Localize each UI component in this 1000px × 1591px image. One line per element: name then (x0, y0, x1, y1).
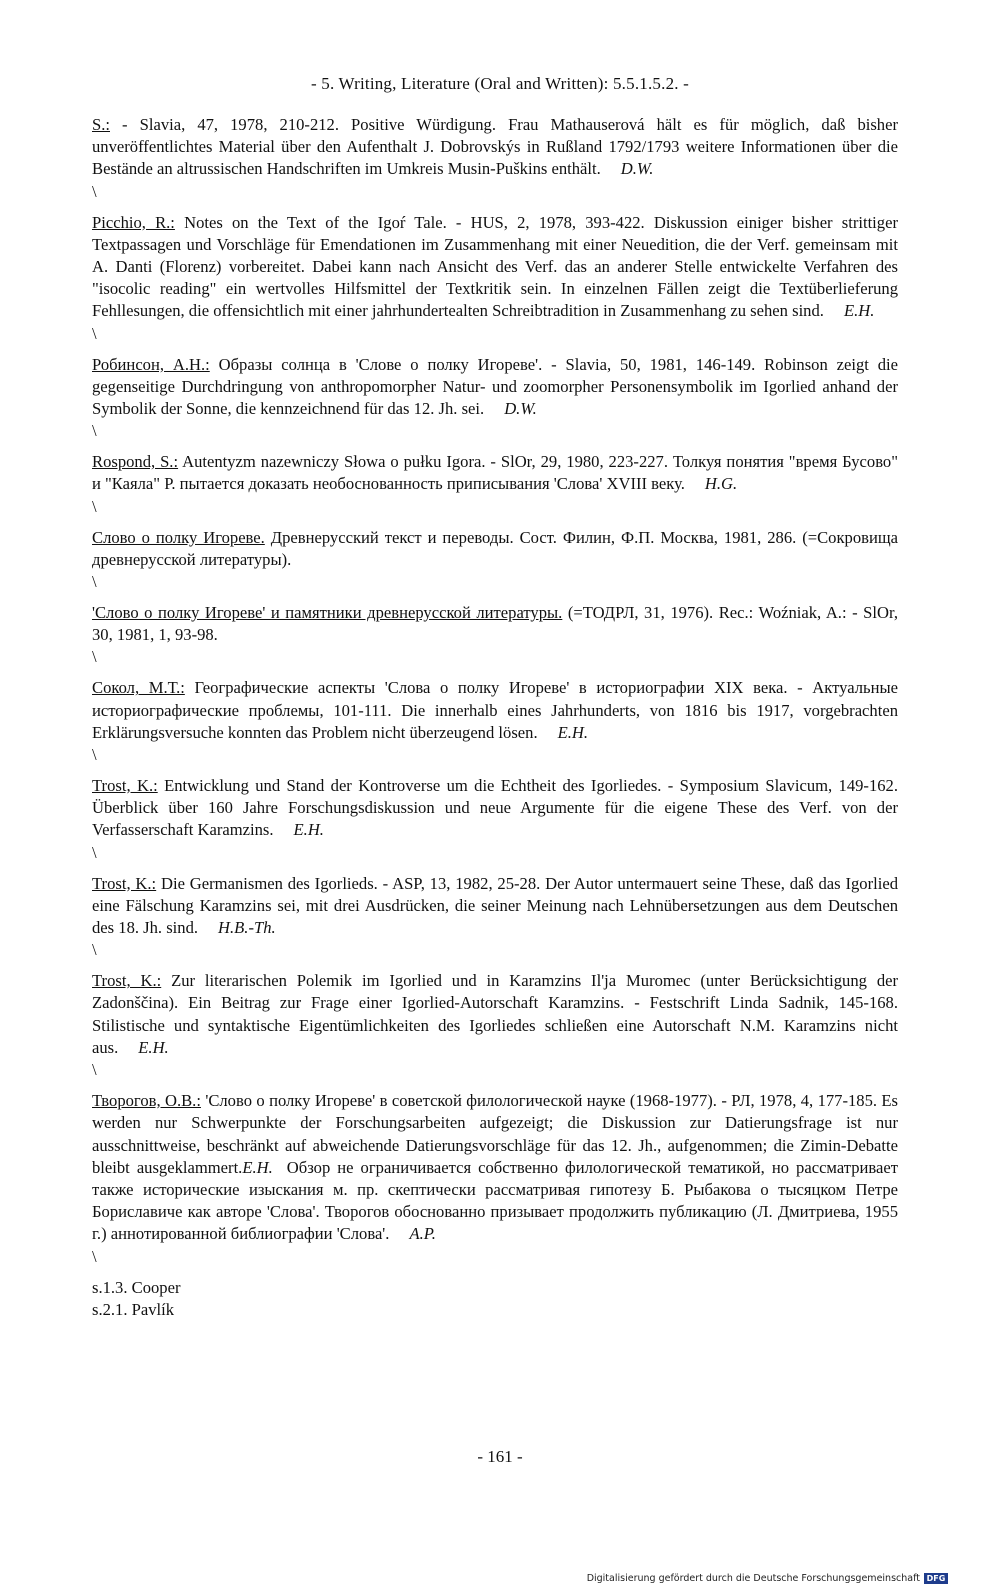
entry-text (92, 114, 898, 181)
entry-text (92, 677, 898, 744)
bib-entry (92, 1090, 898, 1266)
entry-separator: \ (92, 421, 97, 441)
entry-author: Rospond, S.: (92, 452, 179, 472)
entry-author: 'Слово о полку Игореве' и памятники древнерусской литературы. (92, 603, 563, 623)
reviewer-initials: H.G. (704, 474, 738, 494)
entry-author: Робинсон, А.Н.: (92, 354, 210, 374)
entry-separator: \ (92, 323, 97, 343)
entry-text (92, 602, 898, 646)
entry-description: Образы солнца в 'Слове о полку Игореве'. - Slavia, 50, 1981, 146-149. Robinson zeigt die gegenseitige Durchdringung von anthropomorpher Natur- und zoomorpher Personensymbolik im Igorlied anhand der Symbolik der Sonne, die kennzeichnend für das 12. Jh. sei. (92, 354, 898, 419)
bibliography-body (92, 114, 898, 1321)
page-number: - 161 - (477, 1447, 523, 1466)
reviewer-initials: D.W. (620, 159, 654, 179)
bib-entry (92, 114, 898, 202)
entry-description: Entwicklung und Stand der Kontroverse um die Echtheit des Igorliedes. - Symposium Slavicum, 149-162. Überblick über 160 Jahre Forschungsdiskussion und neue Argumente für die eigene These des Verf. von der Verfasserschaft Karamzins. (92, 776, 898, 840)
entry-review-text: Обзор не ограничивается собственно филологической тематикой, но рассматривает также исторические изыскания м. пр. скептически рассматривая гипотезу Б. Рыбакова о тысяцком Петре Бориславиче как авторе 'Слова'. Творогов обоснованно призывает продолжить публикацию (Л. Дмитриева, 1955 г.) аннотированной библиографии 'Слова'. (92, 1157, 898, 1244)
bib-entry (92, 354, 898, 442)
entry-separator: \ (92, 1060, 97, 1080)
bib-entry (92, 527, 898, 592)
entry-description: Die Germanismen des Igorlieds. - ASP, 13, 1982, 25-28. Der Autor untermauert seine These, daß das Igorlied eine Fälschung Karamzins sei, mit drei Ausdrücken, die seiner Meinung nach Lehnübersetzungen aus dem Deutschen des 18. Jh. sind. (92, 873, 898, 938)
bib-entry (92, 677, 898, 765)
running-head: - 5. Writing, Literature (Oral and Written): 5.5.1.5.2. - (310, 74, 690, 93)
reviewer-initials: E.H. (557, 722, 589, 742)
entry-author: S.: (92, 115, 110, 134)
entry-text (92, 775, 898, 842)
entry-description: (=ТОДРЛ, 31, 1976). Rec.: Woźniak, A.: - SlOr, 30, 1981, 1, 93-98. (92, 603, 898, 645)
cross-reference: s.1.3. Cooper (92, 1277, 181, 1297)
entry-author: Творогов, О.В.: (92, 1091, 201, 1111)
entry-description: Zur literarischen Polemik im Igorlied und in Karamzins Il'ja Muromec (unter Berücksichtigung der Zadonščina). Ein Beitrag zur Frage einer Igorlied-Autorschaft Karamzins. - Festschrift Linda Sadnik, 145-168. Stilistische und syntaktische Eigentümlichkeiten des Igorliedes schließen eine Autorschaft N.M. Karamzins nicht aus. (92, 971, 899, 1057)
entry-author: Trost, K.: (92, 971, 162, 991)
entry-separator: \ (92, 1246, 97, 1266)
reviewer-initials: E.H. (843, 301, 875, 321)
credit-text: Digitalisierung gefördert durch die Deutsche Forschungsgemeinschaft (586, 1573, 920, 1584)
reviewer-initials: E.H. (293, 820, 324, 840)
entry-separator: \ (92, 647, 97, 667)
entry-text (92, 1090, 898, 1245)
bib-entry (92, 970, 898, 1080)
digitization-credit (587, 1573, 948, 1584)
bib-entry (92, 451, 898, 516)
entry-author: Слово о полку Игореве. (92, 527, 265, 547)
entry-separator: \ (92, 572, 97, 592)
bib-entry (92, 775, 898, 863)
entry-text (92, 354, 898, 421)
entry-text (92, 873, 898, 940)
entry-separator: \ (92, 496, 97, 516)
entry-text (92, 212, 898, 323)
entry-description: - Slavia, 47, 1978, 210-212. Positive Würdigung. Frau Mathauserová hält es für möglich, daß bisher unveröffentlichtes Material über den Aufenthalt J. Dobrovskýs in Rußland 1792/1793 weitere Informationen über die Bestände an altrussischen Handschriften im Umkreis Musin-Puškins enthält. (92, 115, 898, 179)
reviewer-initials: D.W. (504, 399, 537, 419)
reviewer-initials: A.P. (409, 1224, 436, 1244)
entry-description: Географические аспекты 'Слова о полку Игореве' в историографии XIX века. - Актуальные историографические проблемы, 101-111. Die innerhalb eines Jahrhunderts, von 1816 bis 1917, vorgebrachten Erklärungsversuche konnten das Problem nicht überzeugend lösen. (92, 678, 898, 742)
reviewer-initials: E.H. (242, 1157, 273, 1177)
entry-description: Древнерусский текст и переводы. Сост. Филин, Ф.П. Москва, 1981, 286. (=Сокровища древнерусской литературы). (92, 527, 898, 569)
entry-description: 'Слово о полку Игореве' в советской филологической науке (1968-1977). - РЛ, 1978, 4, 177-185. Es werden nur Schwerpunkte der Forschungsarbeiten aufgezeigt; die Diskussion zur Datierungsfrage ist nur ausschnittweise, beschränkt auf abweichende Datierungsvorschläge für das 12. Jh., aufgenommen; die Zimin-Debatte bleibt ausgeklammert. (92, 1091, 899, 1177)
entry-separator: \ (92, 842, 97, 862)
entry-description: Autentyzm nazewniczy Słowa o pułku Igora. - SlOr, 29, 1980, 223-227. Толкуя понятия "время Бусово" и "Каяла" Р. пытается доказать необоснованность приписывания 'Слова' XVIII веку. (92, 452, 899, 494)
entry-author: Trost, K.: (92, 873, 157, 893)
bib-entry (92, 873, 898, 961)
entry-text (92, 451, 898, 495)
entry-author: Picchio, R.: (92, 212, 175, 232)
entry-separator: \ (92, 940, 97, 960)
bib-entry (92, 212, 898, 344)
entry-separator: \ (92, 181, 97, 201)
entry-author: Сокол, М.Т.: (92, 678, 185, 698)
reviewer-initials: E.H. (138, 1037, 169, 1057)
entry-description: Notes on the Text of the Igoŕ Tale. - HUS, 2, 1978, 393-422. Diskussion einiger bisher strittiger Textpassagen und Vorschläge für Emendationen im Zusammenhang mit einer Neuedition, die der Verf. gemeinsam mit A. Danti (Florenz) vorbereitet. Dabei kann nach Ansicht des Verf. das an anderer Stelle entwickelte Verfahren des "isocolic reading" ein wertvolles Hilfsmittel der Textkritik sein. In einzelnen Fällen zeigt die Textüberlieferung Fehllesungen, die offensichtlich mit einer jahrhundertealten Schreibtradition in Zusammenhang zu sehen sind. (92, 212, 898, 321)
entry-separator: \ (92, 745, 97, 765)
cross-reference: s.2.1. Pavlík (92, 1299, 175, 1319)
entry-author: Trost, K.: (92, 776, 158, 796)
entry-text (92, 527, 898, 571)
reviewer-initials: H.B.-Th. (218, 918, 276, 938)
dfg-logo-icon: DFG (924, 1573, 948, 1584)
entry-text (92, 970, 898, 1059)
bib-entry (92, 602, 898, 667)
